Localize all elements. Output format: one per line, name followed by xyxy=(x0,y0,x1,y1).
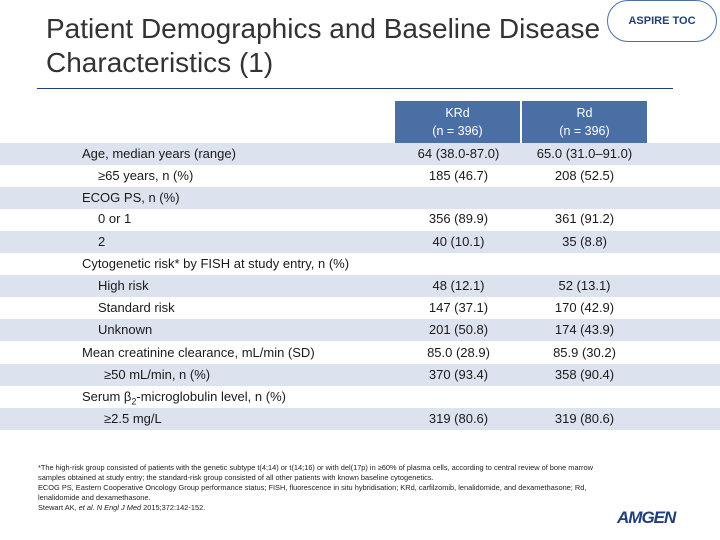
table-row xyxy=(0,275,720,297)
rd-value: 85.9 (30.2) xyxy=(553,345,616,360)
krd-value: 370 (93.4) xyxy=(428,367,489,382)
rd-value: 35 (8.8) xyxy=(562,234,607,249)
table-row xyxy=(0,342,720,364)
table-row xyxy=(0,208,720,230)
rd-value: 208 (52.5) xyxy=(554,168,615,183)
krd-value: 201 (50.8) xyxy=(428,322,489,337)
rd-value: 361 (91.2) xyxy=(554,211,615,226)
krd-value: 147 (37.1) xyxy=(428,300,489,315)
rd-value: 174 (43.9) xyxy=(554,322,615,337)
reference-italic: et al. N Engl J Med xyxy=(78,503,142,512)
row-label: Age, median years (range) xyxy=(82,146,236,161)
column-header-rd xyxy=(522,101,647,143)
row-label: High risk xyxy=(98,278,149,293)
footnote-risk: *The high-risk group consisted of patients with the genetic subtype t(4;14) or t(14;16) or with del(17p) in ≥60% of plasma cells, according to central review of bone marrow samples obtained at study entry; the standard-risk group consisted of all other patients with known baseline cytogenetics. xyxy=(38,463,593,482)
table-row xyxy=(0,187,720,209)
row-label: Cytogenetic risk* by FISH at study entry, n (%) xyxy=(82,256,350,271)
reference xyxy=(38,503,618,513)
row-label: ≥50 mL/min, n (%) xyxy=(104,367,211,382)
krd-value: 185 (46.7) xyxy=(428,168,489,183)
row-label: ECOG PS, n (%) xyxy=(82,190,180,205)
krd-value: 319 (80.6) xyxy=(428,411,489,426)
rd-value: 170 (42.9) xyxy=(554,300,615,315)
table-row xyxy=(0,319,720,341)
row-label: Mean creatinine clearance, mL/min (SD) xyxy=(82,345,315,360)
krd-value: 85.0 (28.9) xyxy=(427,345,490,360)
table-row xyxy=(0,253,720,275)
column-header-rd-name: Rd xyxy=(576,106,593,120)
krd-value: 64 (38.0-87.0) xyxy=(417,146,500,161)
column-header-krd-name: KRd xyxy=(445,106,470,120)
row-label: ≥65 years, n (%) xyxy=(98,168,194,183)
row-label-post: -microglobulin level, n (%) xyxy=(136,389,286,404)
table-row xyxy=(0,143,720,165)
rd-value: 65.0 (31.0–91.0) xyxy=(536,146,633,161)
row-label xyxy=(82,389,286,407)
reference-post: 2015;372:142-152. xyxy=(141,503,206,512)
footnote-abbreviations: ECOG PS, Eastern Cooperative Oncology Group performance status; FISH, fluorescence in situ hybridisation; KRd, carfilzomib, lenalidomide, and dexamethasone; Rd, lenalidomide and dexamethasone. xyxy=(38,483,587,502)
footnotes xyxy=(38,463,618,513)
column-header-krd xyxy=(395,101,520,143)
table-row xyxy=(0,165,720,187)
table-row xyxy=(0,231,720,253)
rd-value: 358 (90.4) xyxy=(554,367,615,382)
table-row xyxy=(0,386,720,408)
row-label: Standard risk xyxy=(98,300,175,315)
rd-value: 319 (80.6) xyxy=(554,411,615,426)
amgen-logo: AMGEN xyxy=(617,508,676,527)
krd-value: 48 (12.1) xyxy=(432,278,485,293)
row-label: Unknown xyxy=(98,322,153,337)
row-label: 0 or 1 xyxy=(98,211,132,226)
column-header-krd-n: (n = 396) xyxy=(432,124,483,138)
column-header-rd-n: (n = 396) xyxy=(559,124,610,138)
row-label: ≥2.5 mg/L xyxy=(104,411,162,426)
row-label: 2 xyxy=(98,234,106,249)
table-row xyxy=(0,297,720,319)
reference-pre: Stewart AK, xyxy=(38,503,79,512)
aspire-toc-button[interactable]: ASPIRE TOC xyxy=(607,0,717,42)
krd-value: 40 (10.1) xyxy=(432,234,485,249)
row-label-pre: Serum β xyxy=(82,389,132,404)
rd-value: 52 (13.1) xyxy=(558,278,611,293)
page-title: Patient Demographics and Baseline Disease Characteristics (1) xyxy=(46,13,601,78)
table-row xyxy=(0,408,720,430)
title-divider xyxy=(37,88,673,89)
table-row xyxy=(0,364,720,386)
krd-value: 356 (89.9) xyxy=(428,211,489,226)
row-label-sub: 2 xyxy=(131,396,137,407)
